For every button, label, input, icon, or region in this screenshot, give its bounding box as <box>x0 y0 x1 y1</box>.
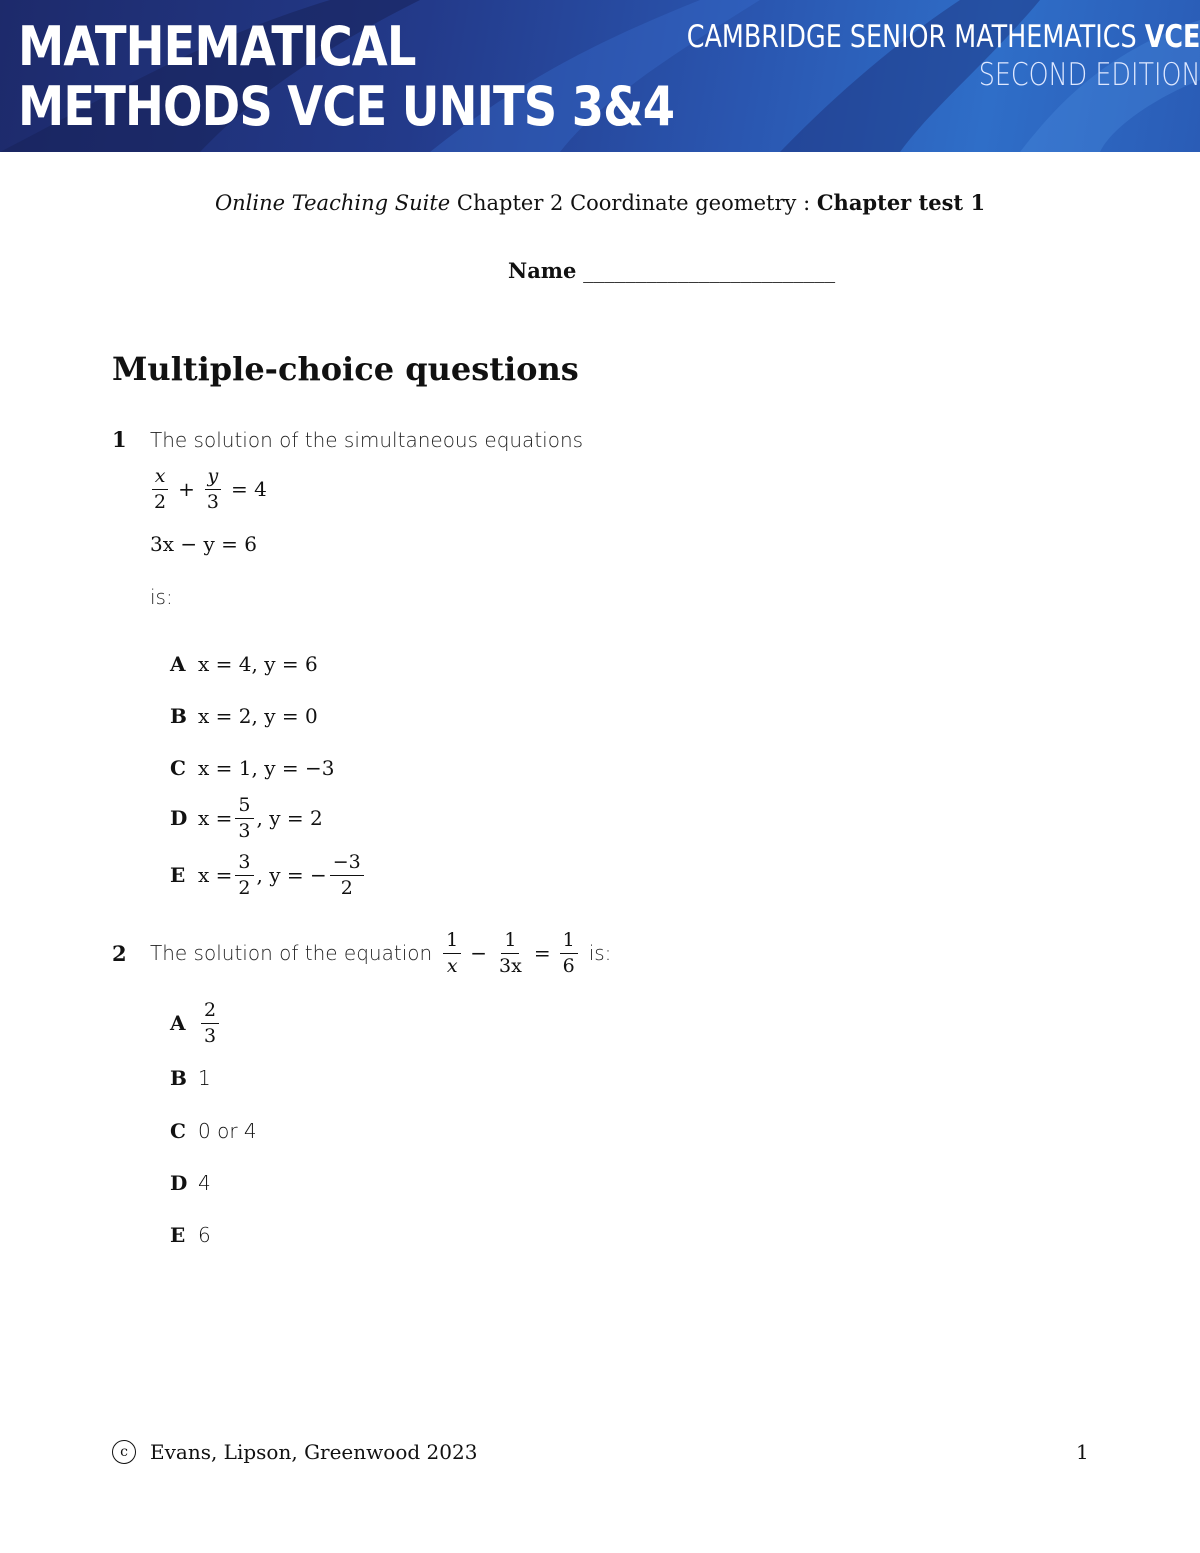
question-2-option-c[interactable]: C 0 or 4 <box>170 1119 257 1143</box>
question-2-stem <box>150 925 611 981</box>
name-field[interactable] <box>508 258 835 283</box>
question-1-option-c[interactable]: C x = 1, y = −3 <box>170 756 335 780</box>
series-suffix: VCE <box>1144 19 1200 55</box>
question-1-option-e[interactable]: E x = $\frac{3}{2}$ , y = − $\frac{-3}{2}$ <box>170 852 367 899</box>
question-1-option-a[interactable]: A x = 4, y = 6 <box>170 652 318 676</box>
fraction: $\frac{-3}{2}$ <box>330 852 364 899</box>
cover-banner <box>0 0 1200 152</box>
book-title-line-2: METHODS VCE UNITS 3&4 <box>18 75 675 138</box>
section-title: Multiple-choice questions <box>112 350 579 388</box>
question-2-number: 2 <box>112 941 127 966</box>
question-1-option-b[interactable]: B x = 2, y = 0 <box>170 704 318 728</box>
fraction: $\frac{1}{x}$ <box>443 930 461 977</box>
question-1-equation-1: $\frac{x}{2}$ + $\frac{y}{3}$ = 4 <box>148 466 267 513</box>
name-blank: ________________________ <box>583 259 836 283</box>
question-2-option-e[interactable]: E 6 <box>170 1223 211 1247</box>
question-1-text: The solution of the simultaneous equations <box>150 428 584 452</box>
test-name: Chapter test 1 <box>816 190 986 215</box>
question-2-text: The solution of the equation <box>150 941 433 965</box>
series-prefix: CAMBRIDGE SENIOR MATHEMATICS <box>686 19 1137 55</box>
question-1-equation-2: 3x − y = 6 <box>150 532 257 556</box>
fraction: $\frac{3}{2}$ <box>235 852 253 899</box>
page-number: 1 <box>1076 1440 1089 1464</box>
question-1-is: is: <box>150 585 173 609</box>
edition-label: SECOND EDITION <box>978 57 1200 93</box>
question-2-option-a[interactable]: A $\frac{2}{3}$ <box>170 1000 222 1047</box>
fraction: $\frac{5}{3}$ <box>235 795 253 842</box>
question-2-equation: $\frac{1}{x}$ − $\frac{1}{3x}$ = $\frac{1}{6}$ <box>440 930 581 977</box>
book-title-line-1: MATHEMATICAL <box>18 15 416 78</box>
question-1-option-d[interactable]: D x = $\frac{5}{3}$ , y = 2 <box>170 794 323 842</box>
question-2-option-d[interactable]: D 4 <box>170 1171 211 1195</box>
copyright-text: Evans, Lipson, Greenwood 2023 <box>150 1440 478 1464</box>
fraction: $\frac{x}{2}$ <box>151 466 169 513</box>
chapter-name: Chapter 2 Coordinate geometry : <box>456 191 811 215</box>
suite-name: Online Teaching Suite <box>214 191 451 215</box>
document-subtitle <box>0 190 1200 215</box>
question-2-is: is: <box>588 941 612 965</box>
fraction: $\frac{y}{3}$ <box>204 466 222 513</box>
question-1-number: 1 <box>112 427 127 452</box>
fraction: $\frac{1}{3x}$ <box>499 928 522 977</box>
question-2-option-b[interactable]: B 1 <box>170 1066 211 1090</box>
copyright-icon: c <box>112 1440 136 1464</box>
fraction: $\frac{1}{6}$ <box>560 930 578 977</box>
fraction: $\frac{2}{3}$ <box>201 1000 219 1047</box>
copyright <box>112 1440 477 1464</box>
series-name <box>686 19 1200 55</box>
name-label: Name <box>508 258 577 283</box>
